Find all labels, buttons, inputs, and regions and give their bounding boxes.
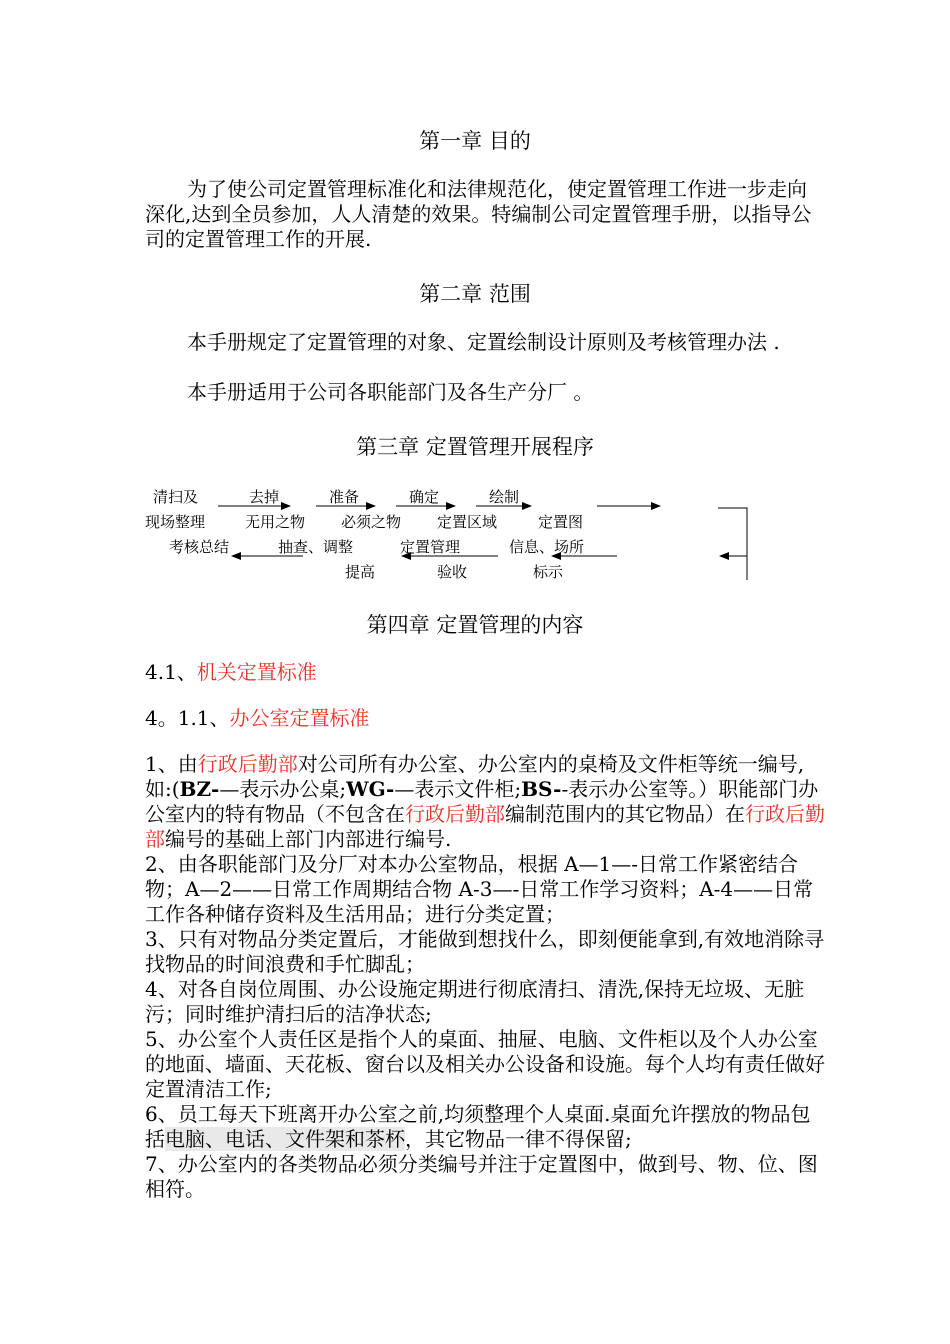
item-4: 4、对各自岗位周围、办公设施定期进行彻底清扫、清洗,保持无垃圾、无脏污；同时维护清扫后的洁净状态;	[145, 977, 805, 1026]
code-bs: BS-	[521, 777, 562, 801]
item-1-text-d: —表示办公桌;	[219, 777, 347, 801]
section-4-1-title: 机关定置标准	[196, 660, 317, 684]
item-3: 3、只有对物品分类定置后，才能做到想找什么，即刻便能拿到,有效地消除寻找物品的时间浪费和手忙脚乱；	[145, 927, 825, 976]
item-2-text-a: 2、由各职能部门及分厂对本办公室物品，根据 A—1—	[145, 852, 632, 876]
flow-step-4-line-1: 确定	[409, 488, 440, 506]
item-1-text-h: -表示办公室等。）职能部门办公室内的特有物品（不包含在	[145, 777, 819, 826]
chapter-4-title: 第四章 定置管理的内容	[366, 613, 584, 637]
flow-step-7-line-2: 验收	[437, 563, 468, 581]
flow-step-6-line-1: 信息、场所	[509, 538, 585, 556]
flow-step-5-line-2: 定置图	[538, 513, 584, 531]
chapter-1-body: 为了使公司定置管理标准化和法律规范化，使定置管理工作进一步走向深化,达到全员参加，人人清楚的效果。特编制公司定置管理手册，以指导公司的定置管理工作的开展.	[145, 177, 812, 251]
item-2-text-b: -日常工作紧密结合物；A—2——日常工作周期结合物 A-3—	[145, 852, 799, 901]
flow-connector-line	[718, 508, 747, 580]
dept-name: 行政后勤部	[405, 802, 505, 826]
flow-step-2-line-1: 去掉	[249, 488, 280, 506]
chapter-2-paragraph-2: 本手册适用于公司各职能部门及各生产分厂 。	[187, 380, 594, 404]
item-1-text-a: 1、由	[145, 752, 198, 776]
chapter-2-title: 第二章 范围	[419, 282, 531, 306]
flow-step-4-line-2: 定置区域	[437, 513, 498, 531]
section-4-1-1-number: 4。1.1、	[145, 706, 230, 730]
item-list	[145, 752, 825, 1202]
item-6	[145, 1102, 825, 1152]
code-bz: BZ-	[179, 777, 220, 801]
flow-step-9-line-1: 考核总结	[169, 538, 230, 556]
flow-step-2-line-2: 无用之物	[245, 513, 306, 531]
section-4-1-1	[145, 706, 370, 731]
chapter-2-paragraph-1: 本手册规定了定置管理的对象、定置绘制设计原则及考核管理办法 .	[187, 330, 780, 354]
chapter-1-title: 第一章 目的	[419, 129, 531, 153]
section-4-1-number: 4.1、	[145, 660, 197, 684]
item-1-text-f: —表示文件柜;	[394, 777, 522, 801]
item-2-text-c: -日常工作学习资料；A-4——日常工作各种储存资料及生活用品；进行分类定置；	[145, 877, 814, 926]
flow-step-5-line-1: 绘制	[489, 488, 520, 506]
flow-step-1-line-2: 现场整理	[145, 513, 206, 531]
flow-step-1-line-1: 清扫及	[153, 488, 199, 506]
code-wg: WG-	[346, 777, 395, 801]
item-6-text-c: ，其它物品一律不得保留;	[405, 1127, 632, 1151]
item-1-text-b: 对公司所有办公室、办公室内的桌椅及文件柜等统一编号,如:(	[145, 752, 805, 801]
dept-name: 行政后勤部	[145, 802, 825, 851]
item-1-text-j: 编号的基础上部门内部进行编号.	[165, 827, 452, 851]
flow-step-8-line-1: 抽查、调整	[278, 538, 354, 556]
flow-step-6-line-2: 标示	[533, 563, 564, 581]
flow-step-7-line-1: 定置管理	[400, 538, 461, 556]
item-1-text-i: 编制范围内的其它物品）在	[505, 802, 745, 826]
section-4-1-1-title: 办公室定置标准	[229, 706, 370, 730]
dept-name: 行政后勤部	[197, 752, 298, 776]
item-5: 5、办公室个人责任区是指个人的桌面、抽屉、电脑、文件柜以及个人办公室的地面、墙面、天花板、窗台以及相关办公设备和设施。每个人均有责任做好定置清洁工作;	[145, 1027, 825, 1101]
item-6-highlight: 电脑、电话、文件架和茶杯	[165, 1127, 405, 1151]
chapter-3-title: 第三章 定置管理开展程序	[356, 435, 594, 459]
item-7: 7、办公室内的各类物品必须分类编号并注于定置图中，做到号、物、位、图相符。	[145, 1152, 818, 1201]
section-4-1	[145, 660, 317, 685]
item-1	[145, 752, 825, 852]
flow-step-3-line-1: 准备	[329, 488, 360, 506]
item-6-text-a: 6、员工每天下班离开办公室之前,均须整理个人桌面.桌面允许摆放的物品包括	[145, 1102, 811, 1151]
flow-step-3-line-2: 必须之物	[341, 513, 402, 531]
flow-step-8-line-2: 提高	[345, 563, 376, 581]
item-2	[145, 852, 825, 927]
